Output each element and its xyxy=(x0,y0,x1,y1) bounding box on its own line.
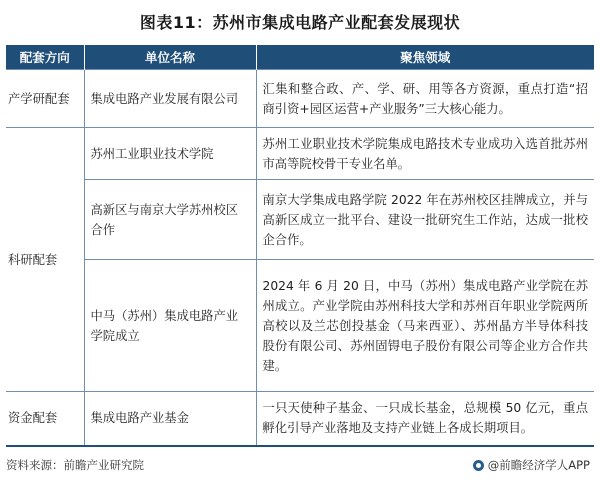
source-note: 资料来源：前瞻产业研究院 xyxy=(6,458,144,472)
unit-cell: 中马（苏州）集成电路产业学院成立 xyxy=(84,260,256,392)
direction-cell: 科研配套 xyxy=(6,128,84,392)
focus-cell: 南京大学集成电路学院 2022 年在苏州校区挂牌成立，并与高新区成立一批平台、建设一批研究生工作站，达成一批校企合作。 xyxy=(256,180,594,260)
unit-cell: 高新区与南京大学苏州校区合作 xyxy=(84,180,256,260)
supporting-industry-table xyxy=(6,45,594,447)
focus-cell: 苏州工业职业技术学院集成电路技术专业成功入选首批苏州市高等院校骨干专业名单。 xyxy=(256,128,594,180)
table-row xyxy=(6,392,594,446)
header-focus: 聚焦领域 xyxy=(256,45,594,70)
focus-cell: 2024 年 6 月 20 日，中马（苏州）集成电路产业学院在苏州成立。产业学院由苏州科技大学和苏州百年职业学院两所高校以及兰芯创投基金（马来西亚）、苏州晶方半导体科技股份有限公司、苏州固锝电子股份有限公司等企业方合作共建。 xyxy=(256,260,594,392)
table-row xyxy=(6,260,594,392)
figure-title: 图表11：苏州市集成电路产业配套发展现状 xyxy=(139,13,461,32)
direction-cell: 产学研配套 xyxy=(6,70,84,128)
brand-mark xyxy=(473,457,590,473)
brand-label: @前瞻经济学人APP xyxy=(487,458,590,472)
unit-cell: 苏州工业职业技术学院 xyxy=(84,128,256,180)
table-header-row xyxy=(6,45,594,70)
direction-cell: 资金配套 xyxy=(6,392,84,446)
header-unit: 单位名称 xyxy=(84,45,256,70)
focus-cell: 一只天使种子基金、一只成长基金，总规模 50 亿元，重点孵化引导产业落地及支持产业链上各成长期项目。 xyxy=(256,392,594,446)
unit-cell: 集成电路产业发展有限公司 xyxy=(84,70,256,128)
qianzhan-logo-icon xyxy=(473,460,484,471)
focus-cell: 汇集和整合政、产、学、研、用等各方资源，重点打造“招商引资+园区运营+产业服务”三大核心能力。 xyxy=(256,70,594,128)
header-direction: 配套方向 xyxy=(6,45,84,70)
unit-cell: 集成电路产业基金 xyxy=(84,392,256,446)
table-row xyxy=(6,128,594,180)
table-row xyxy=(6,180,594,260)
table-row xyxy=(6,70,594,128)
